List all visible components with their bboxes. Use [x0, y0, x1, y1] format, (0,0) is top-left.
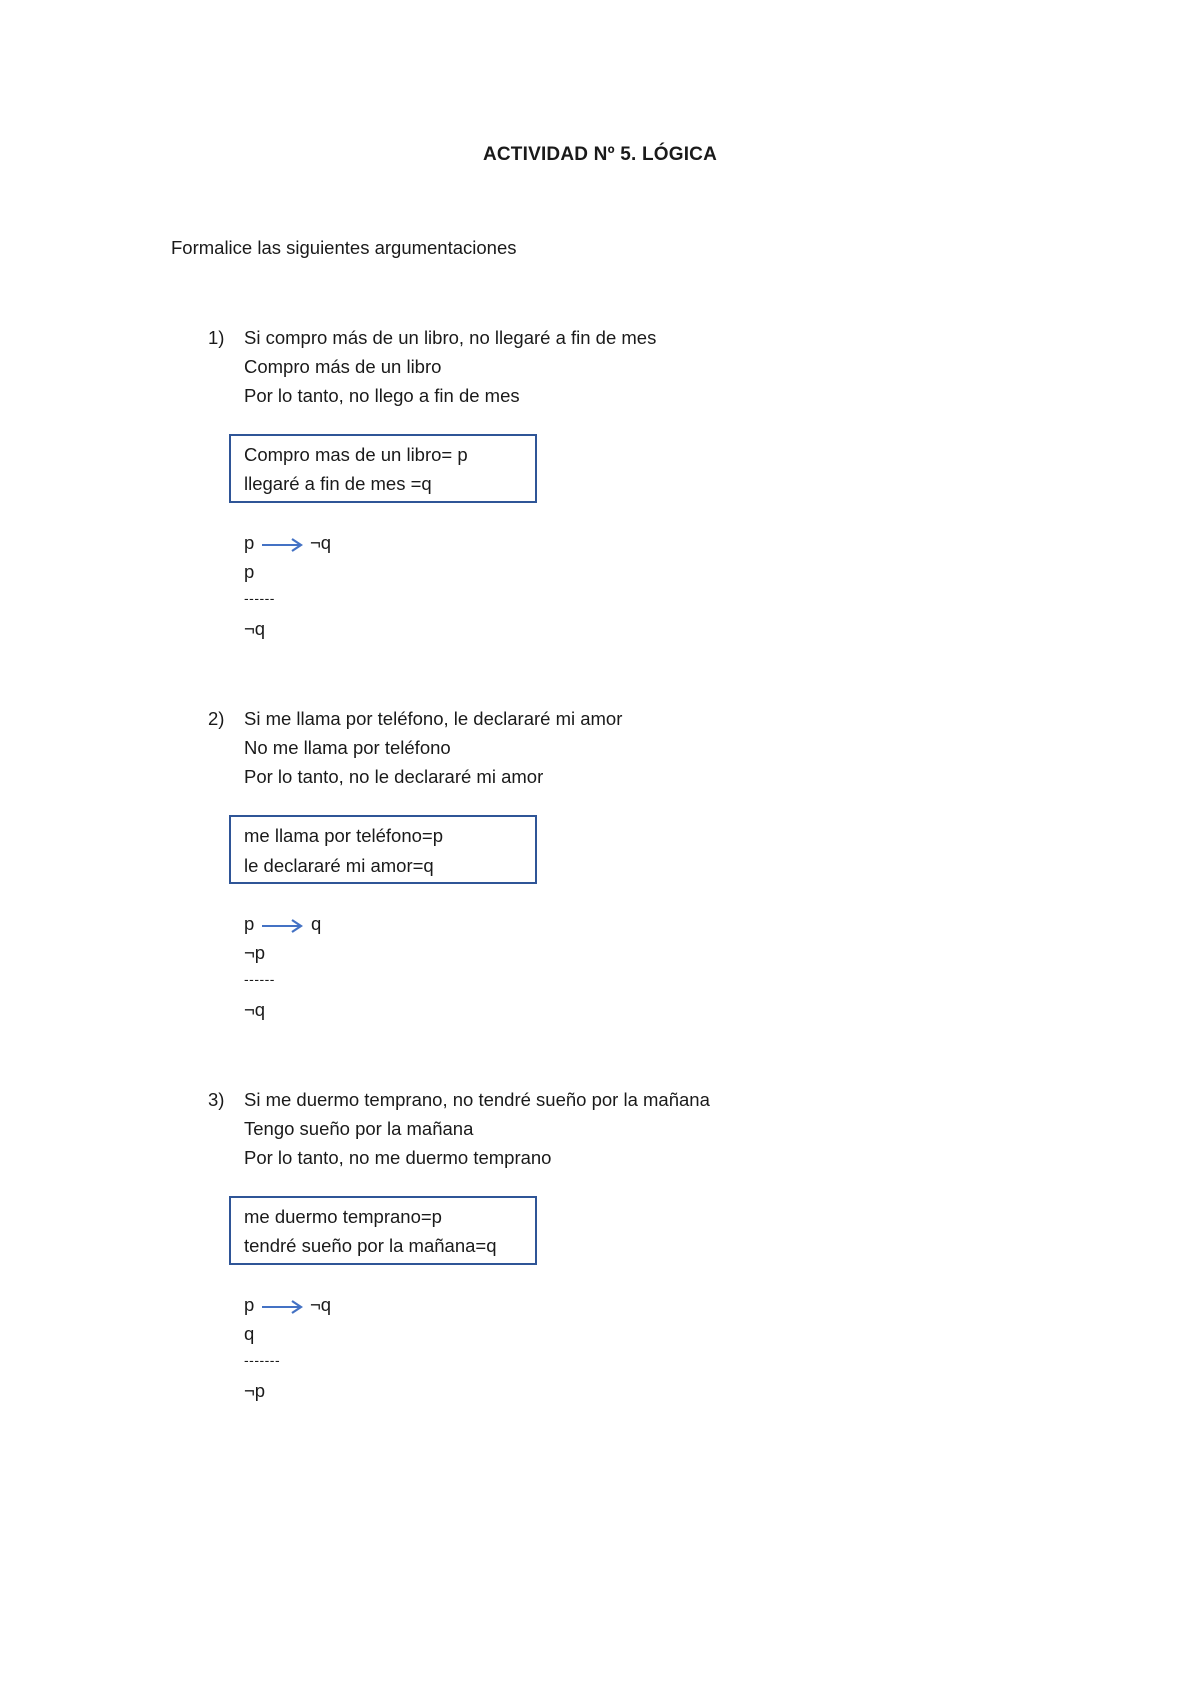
formula-separator: ------ [244, 590, 275, 606]
right-arrow-icon [262, 537, 304, 553]
formula-premise-1-left: p [244, 532, 255, 553]
argument-conclusion: Por lo tanto, no llego a fin de mes [244, 385, 520, 406]
definition-q: le declararé mi amor=q [244, 855, 434, 876]
definition-p: me duermo temprano=p [244, 1206, 442, 1227]
argument-premise-2: Tengo sueño por la mañana [244, 1118, 474, 1139]
definitions-box [229, 1196, 537, 1265]
right-arrow-icon [262, 1299, 304, 1315]
argument-conclusion: Por lo tanto, no me duermo temprano [244, 1147, 552, 1168]
formula-conclusion: ¬q [244, 618, 266, 639]
formula-conclusion: ¬p [244, 1380, 266, 1401]
formula-premise-1-right: ¬q [310, 532, 332, 553]
definition-q: llegaré a fin de mes =q [244, 473, 432, 494]
exercise-number: 1) [208, 327, 225, 348]
argument-premise-1: Si me duermo temprano, no tendré sueño por la mañana [244, 1089, 710, 1110]
instruction-text: Formalice las siguientes argumentaciones [171, 237, 517, 258]
argument-premise-2: No me llama por teléfono [244, 737, 451, 758]
document-title: ACTIVIDAD Nº 5. LÓGICA [482, 144, 718, 165]
formula-premise-1-left: p [244, 913, 255, 934]
definitions-box [229, 434, 537, 503]
formula-premise-2: ¬p [244, 942, 266, 963]
definitions-box [229, 815, 537, 884]
formula-premise-1-right: q [311, 913, 322, 934]
argument-premise-1: Si me llama por teléfono, le declararé mi amor [244, 708, 623, 729]
formula-premise-1-right: ¬q [310, 1294, 332, 1315]
formula-separator: ------- [244, 1352, 281, 1368]
argument-premise-2: Compro más de un libro [244, 356, 442, 377]
argument-premise-1: Si compro más de un libro, no llegaré a fin de mes [244, 327, 657, 348]
formula-premise-1-left: p [244, 1294, 255, 1315]
exercise-number: 3) [208, 1089, 225, 1110]
formula-conclusion: ¬q [244, 999, 266, 1020]
formula-premise-2: q [244, 1323, 255, 1344]
formula-premise-2: p [244, 561, 255, 582]
formula-separator: ------ [244, 971, 275, 987]
definition-p: Compro mas de un libro= p [244, 444, 468, 465]
definition-q: tendré sueño por la mañana=q [244, 1235, 497, 1256]
definition-p: me llama por teléfono=p [244, 825, 443, 846]
right-arrow-icon [262, 918, 304, 934]
exercise-number: 2) [208, 708, 225, 729]
argument-conclusion: Por lo tanto, no le declararé mi amor [244, 766, 544, 787]
